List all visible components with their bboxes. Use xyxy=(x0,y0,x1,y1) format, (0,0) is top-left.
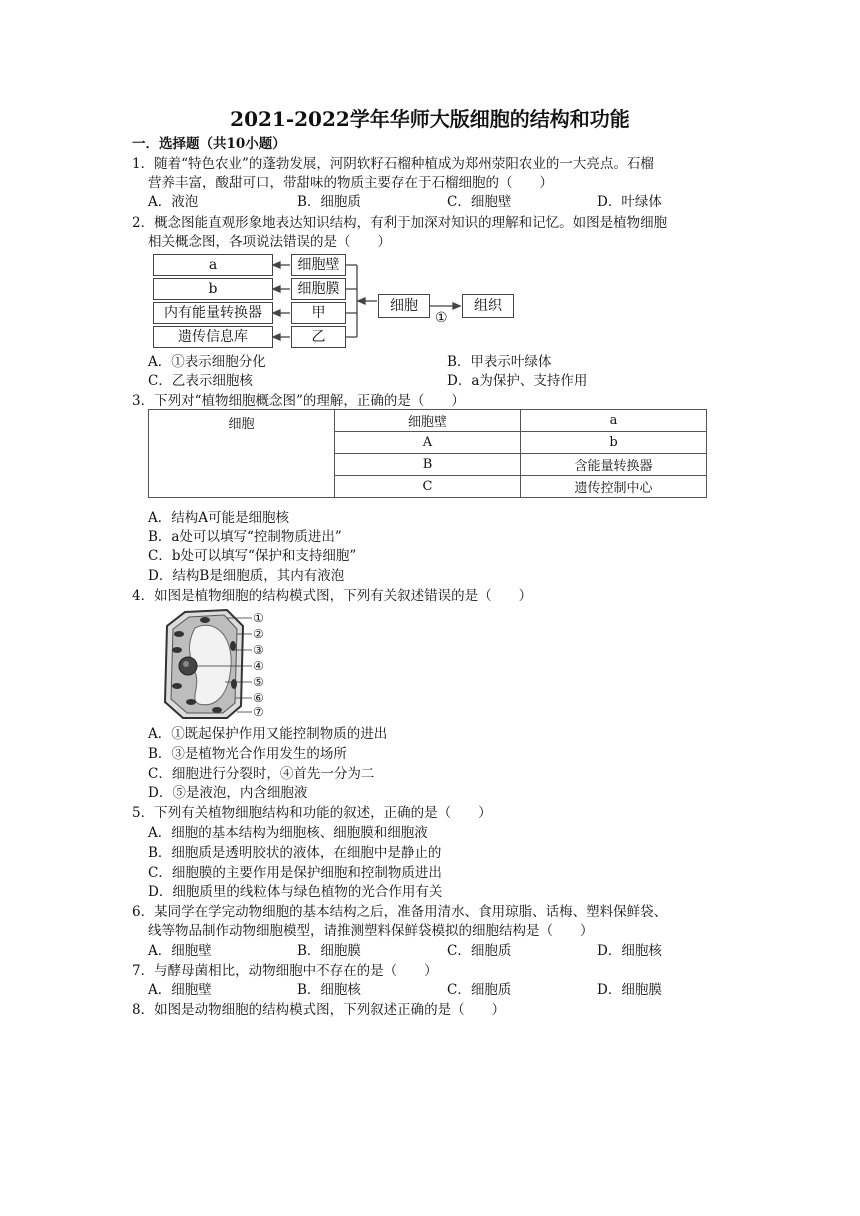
concept-box-jia: 甲 xyxy=(291,302,346,324)
q7-option-c: C．细胞质 xyxy=(447,982,512,998)
q6-option-c: C．细胞质 xyxy=(447,943,512,959)
q1-stem-line2: 营养丰富，酸甜可口，带甜味的物质主要存在于石榴细胞的（ ） xyxy=(148,175,553,191)
plant-cell-label-2: ② xyxy=(253,627,264,641)
q1-option-a: A．液泡 xyxy=(148,194,199,210)
q3-table-cell: b xyxy=(521,432,707,454)
plant-cell-label-7: ⑦ xyxy=(253,705,264,719)
q3-table-cell: 含能量转换器 xyxy=(521,454,707,476)
concept-box-cell-wall: 细胞壁 xyxy=(291,254,346,276)
q2-option-a: A．①表示细胞分化 xyxy=(148,354,266,370)
q3-table-cell: C xyxy=(335,476,521,498)
plant-cell-label-3: ③ xyxy=(253,643,264,657)
q3-option-b: B．a处可以填写“控制物质进出” xyxy=(148,529,342,545)
q3-table-cell: B xyxy=(335,454,521,476)
document-title: 2021-2022学年华师大版细胞的结构和功能 xyxy=(230,107,630,131)
plant-cell-label-5: ⑤ xyxy=(253,675,264,689)
q5-option-b: B．细胞质是透明胶状的液体，在细胞中是静止的 xyxy=(148,845,442,861)
concept-diagram xyxy=(150,252,530,352)
q3-table-cell: 细胞壁 xyxy=(335,410,521,432)
q3-option-d: D．结构B是细胞质，其内有液泡 xyxy=(148,568,345,584)
q2-stem-line1: 2．概念图能直观形象地表达知识结构，有利于加深对知识的理解和记忆。如图是植物细胞 xyxy=(132,215,668,231)
q6-option-b: B．细胞膜 xyxy=(297,943,361,959)
q2-option-c: C．乙表示细胞核 xyxy=(148,373,253,389)
q3-table-cell-label: 细胞 xyxy=(149,410,335,498)
plant-cell-label-6: ⑥ xyxy=(253,691,264,705)
q4-stem: 4．如图是植物细胞的结构模式图，下列有关叙述错误的是（ ） xyxy=(132,588,533,604)
q3-table-cell: A xyxy=(335,432,521,454)
q1-option-d: D．叶绿体 xyxy=(597,194,662,210)
q1-stem-line1: 1．随着“特色农业”的蓬勃发展，河阴软籽石榴种植成为郑州荥阳农业的一大亮点。石榴 xyxy=(132,156,654,172)
q6-option-d: D．细胞核 xyxy=(597,943,662,959)
concept-arrow-label: ① xyxy=(435,310,448,326)
plant-cell-label-4: ④ xyxy=(253,659,264,673)
concept-box-b: b xyxy=(153,278,273,300)
concept-box-genetic: 遗传信息库 xyxy=(153,326,273,348)
concept-box-tissue: 组织 xyxy=(462,294,514,318)
q5-option-a: A．细胞的基本结构为细胞核、细胞膜和细胞液 xyxy=(148,825,428,841)
q2-option-b: B．甲表示叶绿体 xyxy=(447,354,552,370)
q3-option-a: A．结构A可能是细胞核 xyxy=(148,510,289,526)
q4-option-a: A．①既起保护作用又能控制物质的进出 xyxy=(148,726,388,742)
q1-option-b: B．细胞质 xyxy=(297,194,361,210)
q6-stem-line1: 6．某同学在学完动物细胞的基本结构之后，准备用清水、食用琼脂、话梅、塑料保鲜袋、 xyxy=(132,904,668,920)
q3-table-cell: 遗传控制中心 xyxy=(521,476,707,498)
q3-table-cell: a xyxy=(521,410,707,432)
q7-option-b: B．细胞核 xyxy=(297,982,361,998)
q3-stem: 3．下列对“植物细胞概念图”的理解，正确的是（ ） xyxy=(132,393,465,409)
concept-box-energy: 内有能量转换器 xyxy=(153,302,273,324)
q3-table xyxy=(148,409,707,498)
q7-option-d: D．细胞膜 xyxy=(597,982,662,998)
q1-option-c: C．细胞壁 xyxy=(447,194,512,210)
q7-stem: 7．与酵母菌相比，动物细胞中不存在的是（ ） xyxy=(132,963,438,979)
q3-option-c: C．b处可以填写“保护和支持细胞” xyxy=(148,548,357,564)
q2-stem-line2: 相关概念图，各项说法错误的是（ ） xyxy=(148,234,391,250)
q4-option-c: C．细胞进行分裂时，④首先一分为二 xyxy=(148,766,375,782)
q4-option-d: D．⑤是液泡，内含细胞液 xyxy=(148,785,308,801)
concept-box-cell-membrane: 细胞膜 xyxy=(291,278,346,300)
q2-option-d: D．a为保护、支持作用 xyxy=(447,373,588,389)
plant-cell-diagram xyxy=(155,606,270,724)
q6-stem-line2: 线等物品制作动物细胞模型，请推测塑料保鲜袋模拟的细胞结构是（ ） xyxy=(148,923,594,939)
section-heading: 一．选择题（共10小题） xyxy=(132,136,286,152)
plant-cell-label-1: ① xyxy=(253,611,264,625)
concept-box-yi: 乙 xyxy=(291,326,346,348)
q5-option-c: C．细胞膜的主要作用是保护细胞和控制物质进出 xyxy=(148,865,442,881)
q5-stem: 5．下列有关植物细胞结构和功能的叙述，正确的是（ ） xyxy=(132,805,492,821)
q5-option-d: D．细胞质里的线粒体与绿色植物的光合作用有关 xyxy=(148,884,443,900)
q8-stem: 8．如图是动物细胞的结构模式图，下列叙述正确的是（ ） xyxy=(132,1002,506,1018)
q4-option-b: B．③是植物光合作用发生的场所 xyxy=(148,746,347,762)
concept-box-a: a xyxy=(153,254,273,276)
q7-option-a: A．细胞壁 xyxy=(148,982,212,998)
concept-box-cell: 细胞 xyxy=(378,294,430,318)
q6-option-a: A．细胞壁 xyxy=(148,943,212,959)
